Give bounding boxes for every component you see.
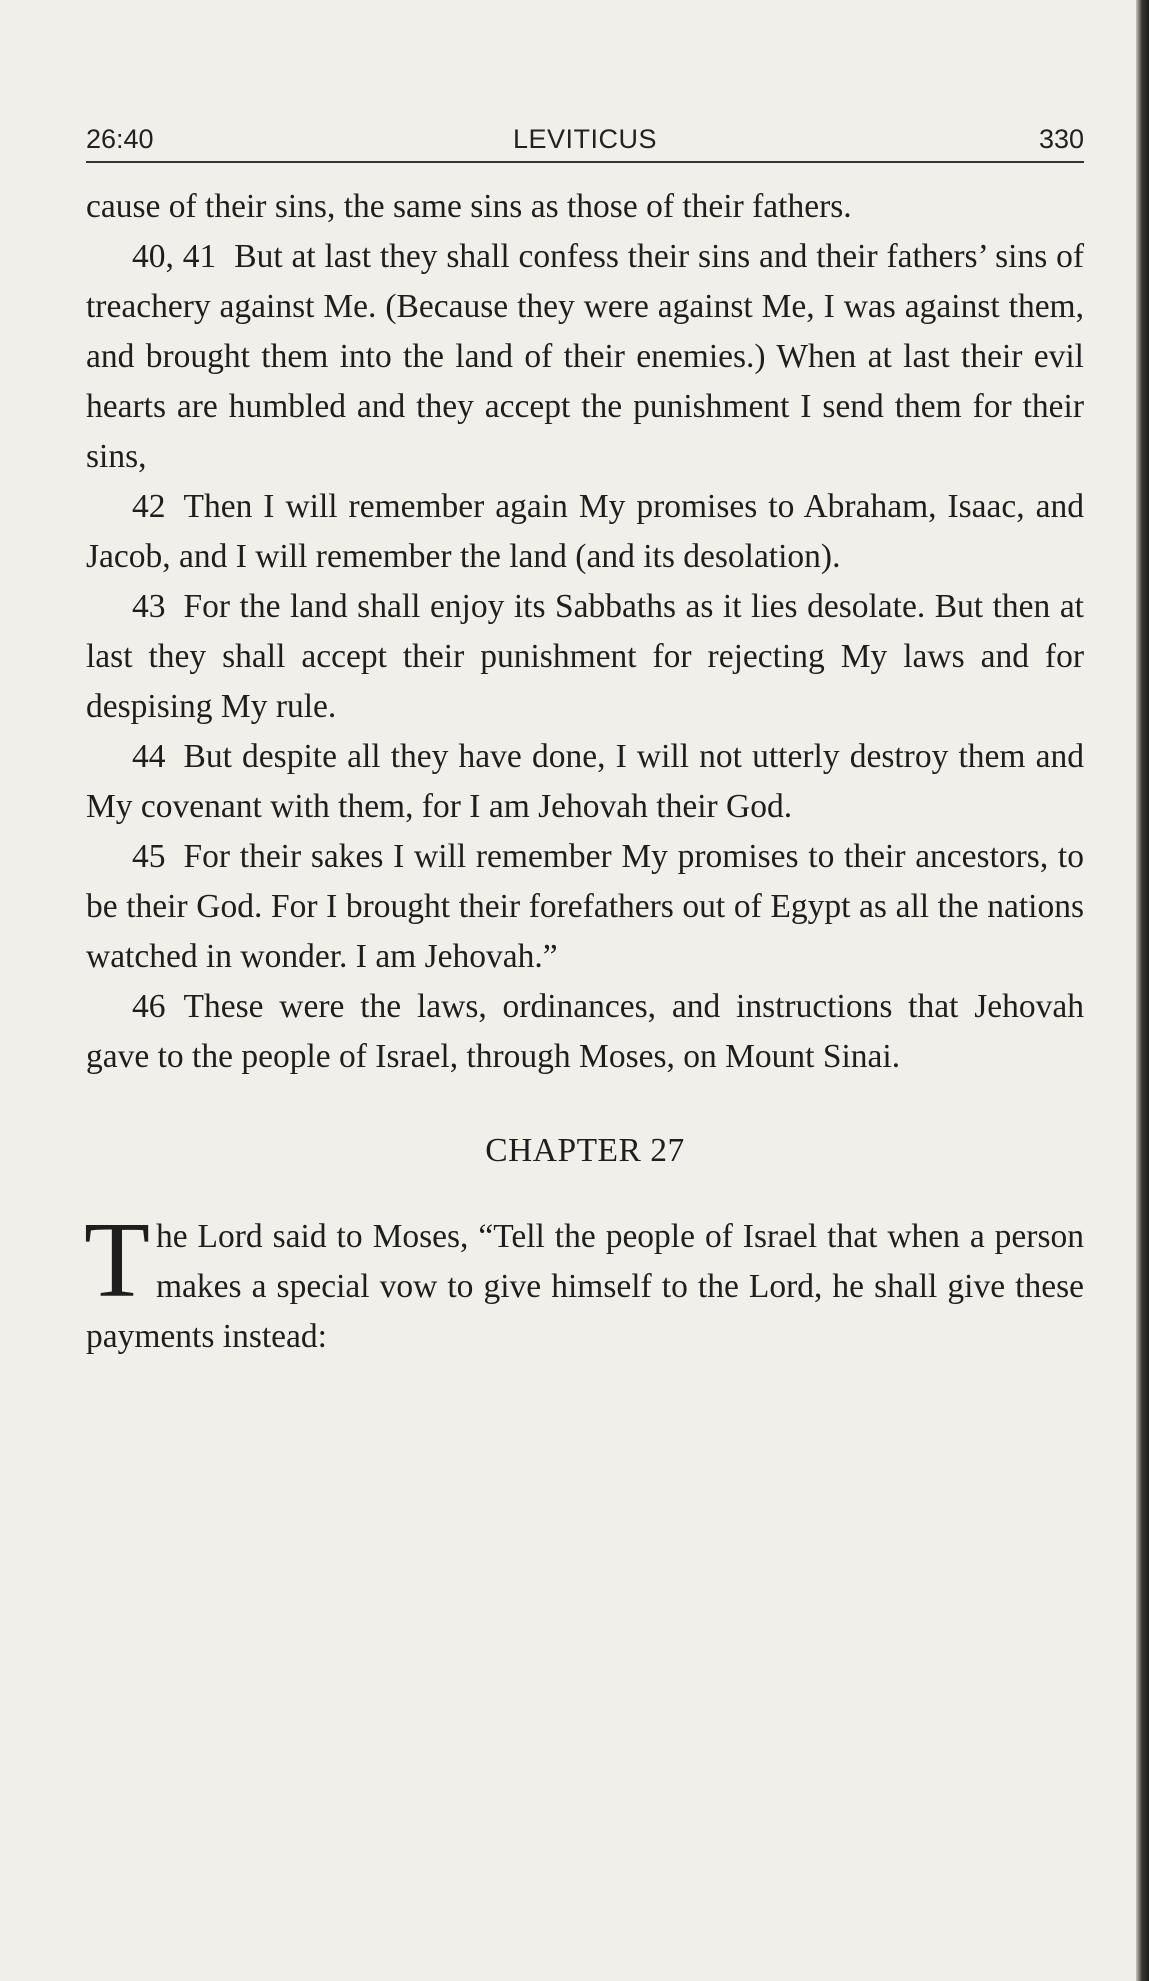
- drop-cap: T: [84, 1201, 150, 1320]
- chapter-opening-text: he Lord said to Moses, “Tell the people of Israel that when a person makes a special vow to give himself to the Lord, he shall give these payments instead:: [86, 1218, 1084, 1355]
- header-rule: [86, 161, 1084, 163]
- verse-text: Then I will remember again My promises to Abraham, Isaac, and Jacob, and I will remember the land (and its desolation).: [86, 488, 1084, 575]
- verse-number: 40, 41: [132, 238, 217, 275]
- book-title: LEVITICUS: [512, 124, 658, 154]
- verse-number: 44: [132, 738, 166, 775]
- verse-paragraph: [86, 832, 1084, 982]
- verse-text: For the land shall enjoy its Sabbaths as it lies desolate. But then at last they shall accept their punishment for rejecting My laws and for despising My rule.: [86, 588, 1084, 725]
- verse-paragraph: [86, 982, 1084, 1082]
- paragraph-continuation: [86, 182, 1084, 232]
- verse-paragraph: [86, 482, 1084, 582]
- verse-paragraph: [86, 732, 1084, 832]
- verse-text: But despite all they have done, I will not utterly destroy them and My covenant with them, for I am Jehovah their God.: [86, 738, 1084, 825]
- verse-paragraph: [86, 582, 1084, 732]
- chapter-opening-paragraph: [84, 1201, 1084, 1362]
- verse-number: 45: [132, 838, 166, 875]
- verse-text: For their sakes I will remember My promises to their ancestors, to be their God. For I brought their forefathers out of Egypt as all the nations watched in wonder. I am Jehovah.”: [86, 838, 1084, 975]
- verse-text: But at last they shall confess their sins and their fathers’ sins of treachery against Me. (Because they were against Me, I was against them, and brought them into the land of their enemies.) When at last their evil hearts are humbled and they accept the punishment I send them for their sins,: [86, 238, 1084, 475]
- verse-number: 46: [132, 988, 166, 1025]
- verse-number: 43: [132, 588, 166, 625]
- running-header: [86, 120, 1084, 164]
- chapter-verse-ref: 26:40: [86, 124, 154, 154]
- page-number: 330: [1038, 124, 1084, 154]
- verse-number: 42: [132, 488, 166, 525]
- verse-paragraph: [86, 232, 1084, 482]
- book-spine-edge: [1136, 0, 1149, 1981]
- verse-text: These were the laws, ordinances, and instructions that Jehovah gave to the people of Israel, through Moses, on Mount Sinai.: [86, 988, 1084, 1075]
- chapter-heading: CHAPTER 27: [485, 1132, 685, 1169]
- page-body: [86, 182, 1084, 1362]
- paragraph-text: cause of their sins, the same sins as those of their fathers.: [86, 188, 852, 225]
